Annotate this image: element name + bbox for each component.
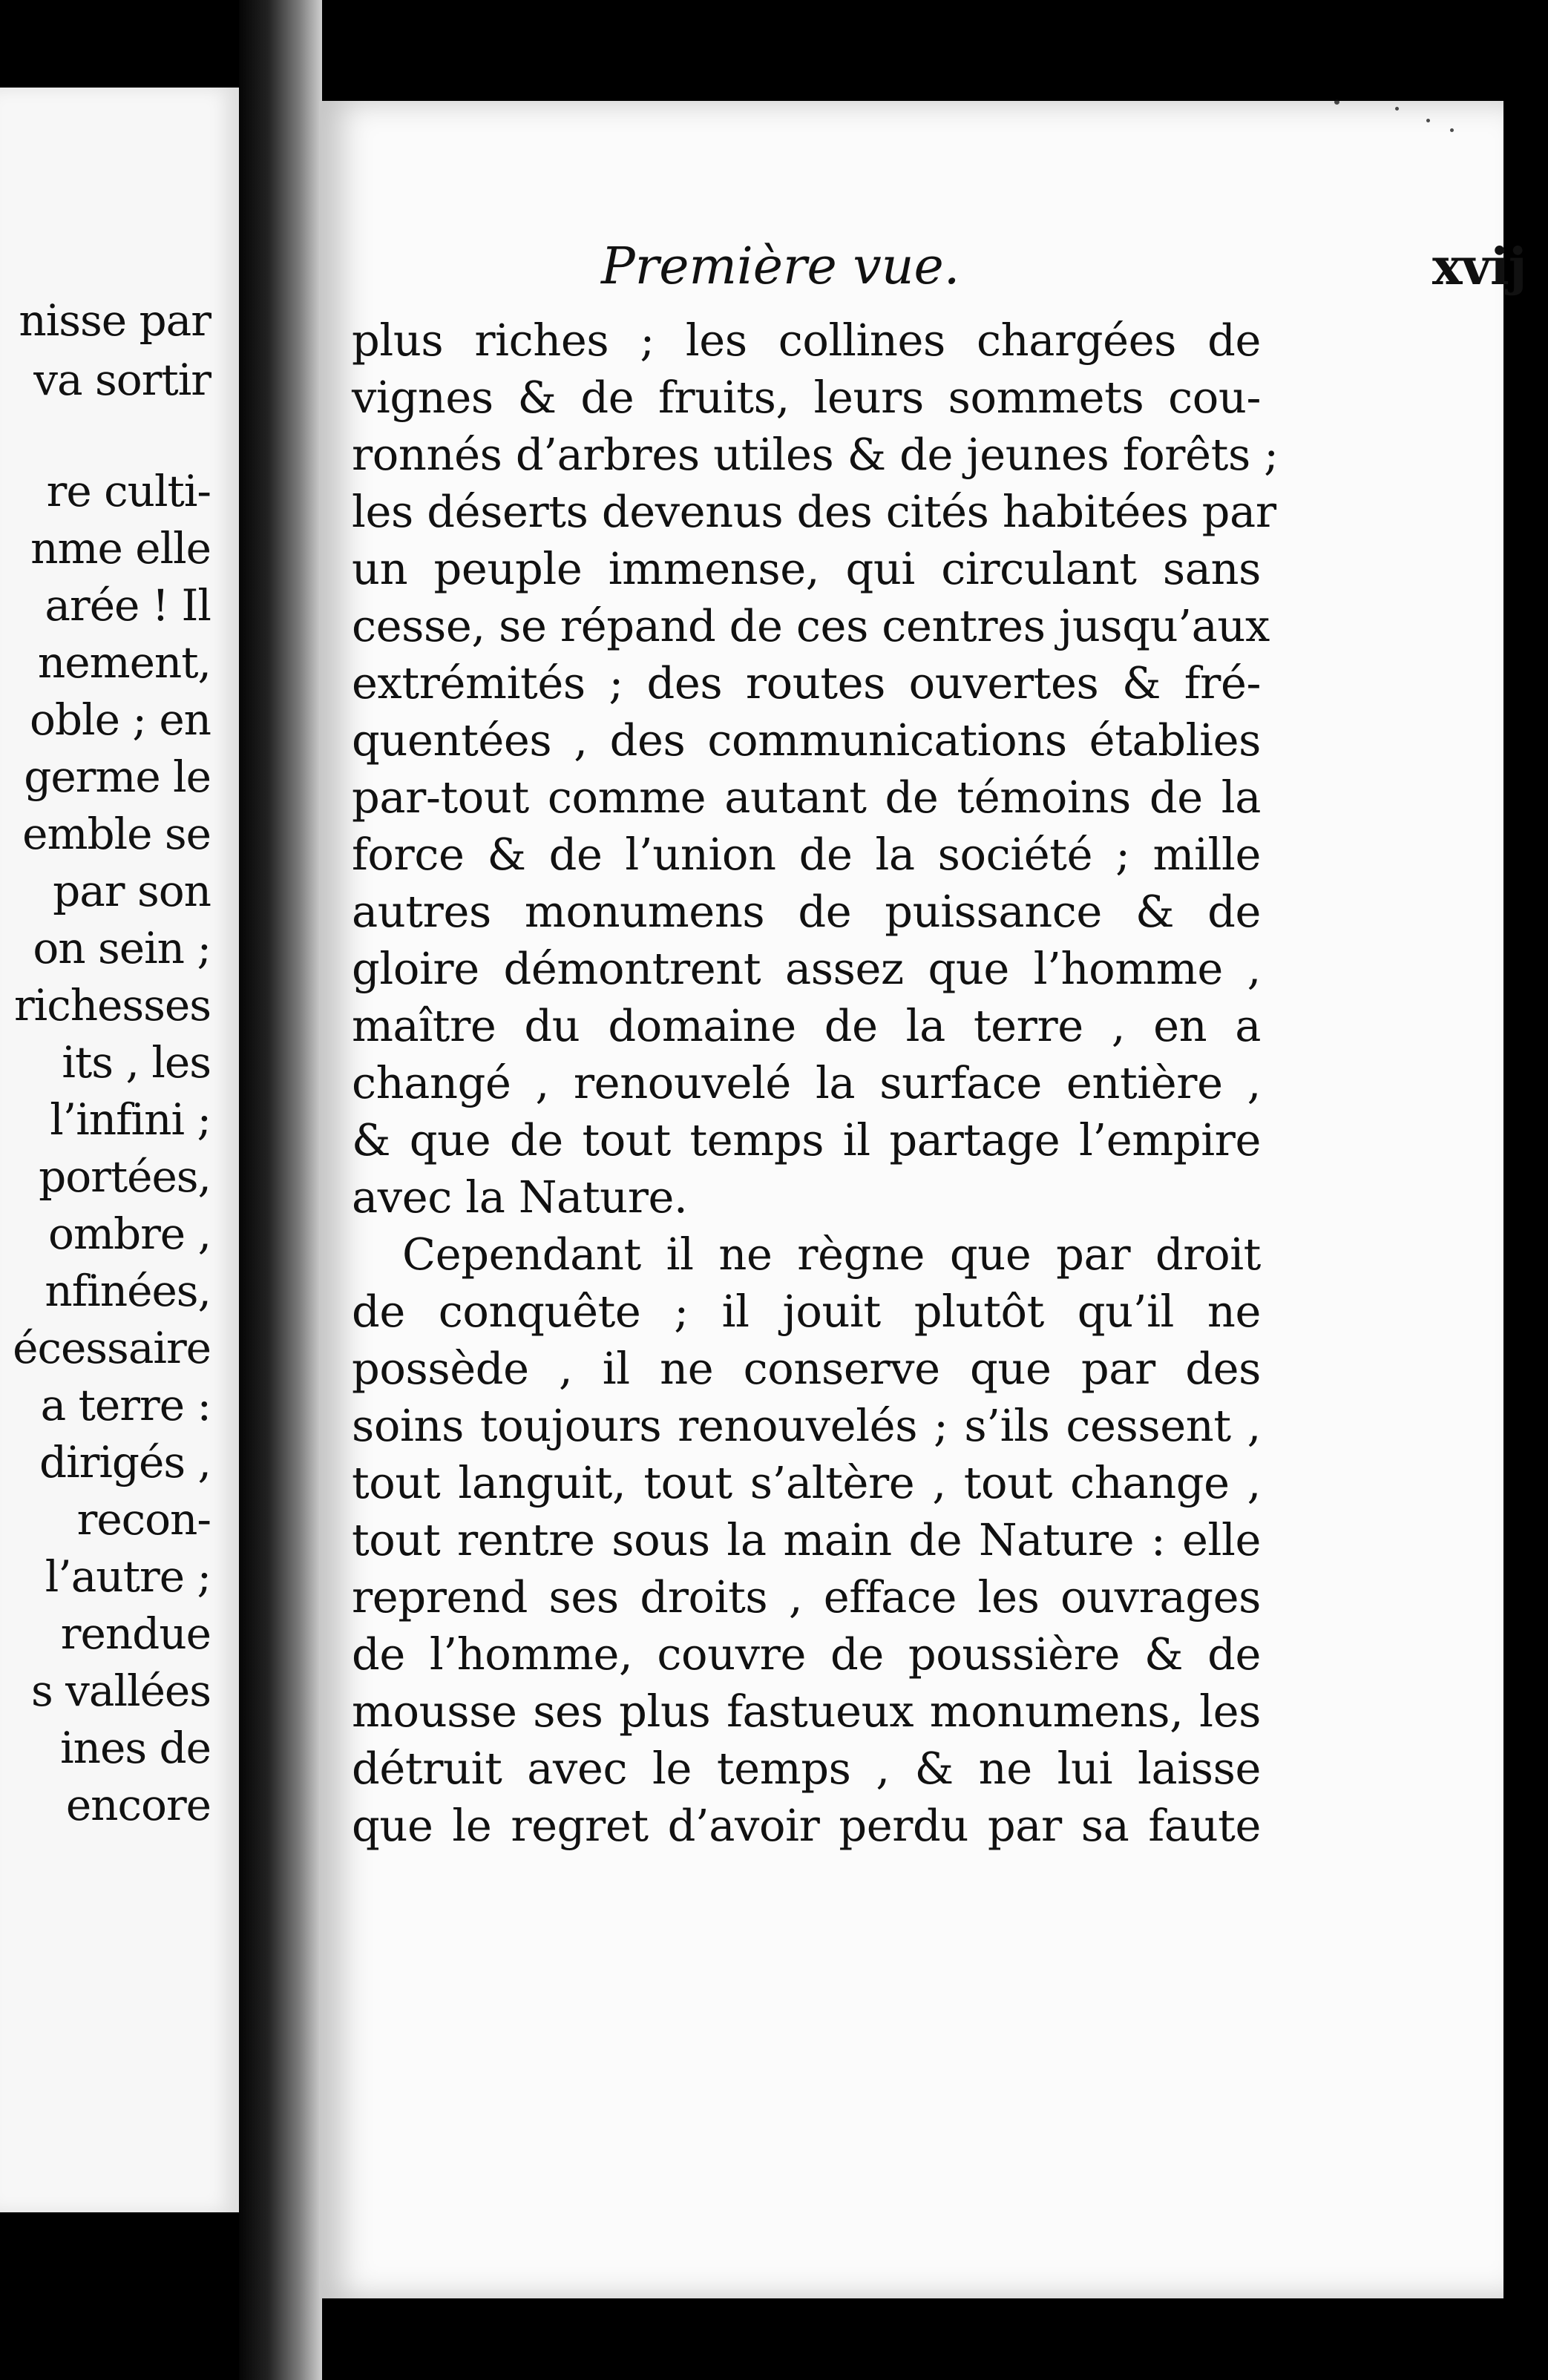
right-page (319, 101, 1526, 2298)
body-text-line: mousse ses plus fastueux monumens, les (352, 1686, 1261, 1737)
body-text-line: les déserts devenus des cités habitées par (352, 486, 1276, 537)
body-text-line: de l’homme, couvre de poussière & de (352, 1628, 1261, 1680)
left-page-line: ombre , (48, 1209, 211, 1259)
left-page-line: recon- (76, 1494, 211, 1545)
body-text-line: changé , renouvelé la surface entière , (352, 1057, 1261, 1108)
body-text-line: que le regret d’avoir perdu par sa faute (352, 1800, 1261, 1851)
body-text-line: de conquête ; il jouit plutôt qu’il ne (352, 1286, 1261, 1337)
left-page-line: nme elle (30, 523, 211, 573)
body-text-line: maître du domaine de la terre , en a (352, 1000, 1261, 1051)
left-page-line: re culti- (46, 466, 211, 516)
body-text-line: tout rentre sous la main de Nature : elle (352, 1514, 1261, 1565)
body-text-line: reprend ses droits , efface les ouvrages (352, 1571, 1261, 1623)
left-page (0, 88, 239, 2212)
page-speck (1334, 99, 1339, 105)
left-page-line: on sein ; (33, 923, 211, 973)
page-number: xvij (1432, 237, 1526, 297)
body-text-line: détruit avec le temps , & ne lui laisse (352, 1743, 1261, 1794)
body-text-line: tout languit, tout s’altère , tout change , (352, 1457, 1261, 1508)
body-text-line: autres monumens de puissance & de (352, 886, 1261, 937)
left-page-line: écessaire (13, 1323, 211, 1373)
left-page-line: l’infini ; (50, 1094, 211, 1145)
left-page-line: nement, (37, 637, 211, 688)
left-page-line: dirigés , (39, 1437, 211, 1488)
paragraph-first-line: Cependant il ne règne que par droit (402, 1229, 1261, 1280)
left-page-line: l’autre ; (45, 1551, 211, 1602)
left-page-line: a terre : (40, 1380, 211, 1430)
body-text-line: gloire démontrent assez que l’homme , (352, 943, 1261, 994)
left-page-line: va sortir (33, 355, 211, 405)
left-page-line: its , les (62, 1037, 211, 1088)
left-page-line: nisse par (19, 295, 211, 346)
body-text-line: vignes & de fruits, leurs sommets cou- (352, 372, 1261, 423)
book-spine-shadow (239, 0, 322, 2380)
body-text-line: cesse, se répand de ces centres jusqu’aux (352, 600, 1270, 651)
body-text-line: extrémités ; des routes ouvertes & fré- (352, 657, 1261, 709)
body-text-line: force & de l’union de la société ; mille (352, 829, 1261, 880)
page-speck (1450, 128, 1454, 132)
body-text-line: quentées , des communications établies (352, 714, 1261, 766)
body-text-line: & que de tout temps il partage l’empire (352, 1114, 1261, 1166)
left-page-line: ines de (60, 1723, 211, 1773)
running-head (601, 237, 1526, 309)
left-page-line: portées, (39, 1151, 211, 1202)
left-page-line: encore (65, 1780, 211, 1830)
body-text-line: par-tout comme autant de témoins de la (352, 772, 1261, 823)
left-page-line: nfinées, (45, 1266, 211, 1316)
left-page-line: richesses (13, 980, 211, 1030)
body-text-line: soins toujours renouvelés ; s’ils cessent , (352, 1400, 1261, 1451)
left-page-line: rendue (60, 1608, 211, 1659)
left-page-line: oble ; en (29, 694, 211, 745)
left-page-line: par son (53, 866, 211, 916)
body-text-line: avec la Nature. (352, 1171, 688, 1223)
body-text-line: ronnés d’arbres utiles & de jeunes forêts ; (352, 429, 1279, 480)
body-text-line: un peuple immense, qui circulant sans (352, 543, 1261, 594)
left-page-line: arée ! Il (45, 580, 211, 631)
left-page-line: s vallées (30, 1666, 211, 1716)
running-title: Première vue. (601, 237, 960, 296)
body-text-line: plus riches ; les collines chargées de (352, 315, 1261, 366)
body-text-line: possède , il ne conserve que par des (352, 1343, 1261, 1394)
left-page-line: emble se (22, 809, 211, 859)
left-page-line: germe le (24, 752, 211, 802)
page-speck (1426, 119, 1430, 122)
page-speck (1395, 107, 1399, 111)
